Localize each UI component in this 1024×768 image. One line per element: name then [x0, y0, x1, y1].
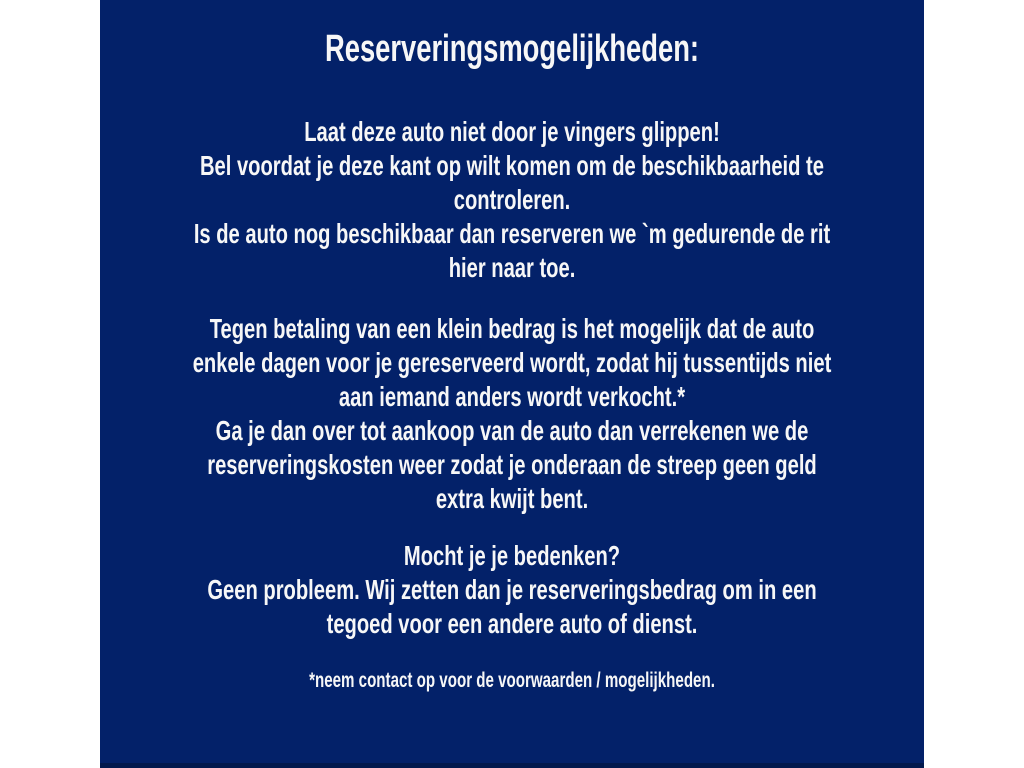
text-line: enkele dagen voor je gereserveerd wordt, zodat hij tussentijds niet [192, 347, 832, 378]
panel-bottom-edge [100, 763, 924, 768]
text-line: Is de auto nog beschikbaar dan reserveren we `m gedurende de rit [193, 218, 831, 249]
text-line: hier naar toe. [448, 252, 576, 283]
paragraph-reservation-fee [100, 312, 924, 516]
slide-title: Reserveringsmogelijkheden: [324, 28, 700, 70]
text-line: Laat deze auto niet door je vingers glippen! [304, 116, 720, 147]
paragraph-availability [100, 115, 924, 285]
slide-panel [100, 0, 924, 768]
text-line: Tegen betaling van een klein bedrag is het mogelijk dat de auto [209, 313, 815, 344]
text-line: reserveringskosten weer zodat je onderaan de streep geen geld [207, 449, 817, 480]
slide-content [100, 0, 924, 695]
text-line: aan iemand anders wordt verkocht.* [338, 381, 686, 412]
text-line: Ga je dan over tot aankoop van de auto dan verrekenen we de [215, 415, 809, 446]
text-line: controleren. [453, 184, 571, 215]
text-line: extra kwijt bent. [435, 483, 589, 514]
text-line: Geen probleem. Wij zetten dan je reserveringsbedrag om in een [207, 574, 817, 605]
footnote: *neem contact op voor de voorwaarden / mogelijkheden. [309, 669, 715, 692]
text-line: tegoed voor een andere auto of dienst. [326, 608, 698, 639]
text-line: Bel voordat je deze kant op wilt komen om de beschikbaarheid te [199, 150, 824, 181]
paragraph-change-of-mind [100, 539, 924, 641]
text-line: Mocht je je bedenken? [403, 540, 621, 571]
